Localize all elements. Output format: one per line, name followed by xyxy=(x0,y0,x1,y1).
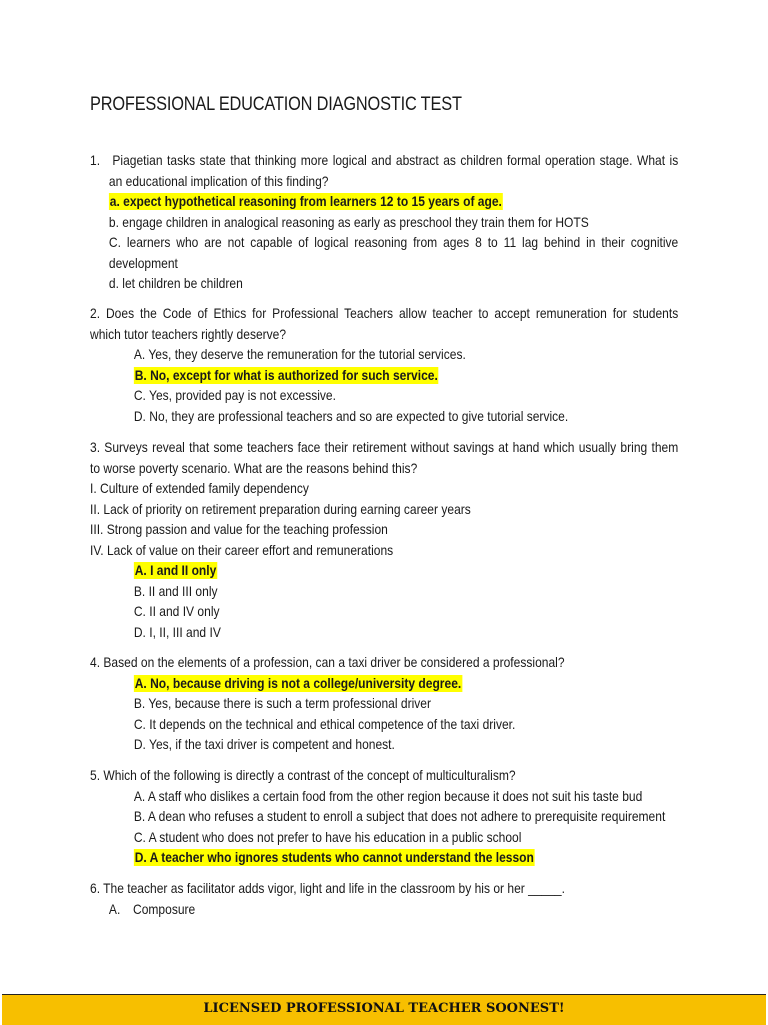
question-5-option-b: B. A dean who refuses a student to enroll a subject that does not adhere to prerequisite requirement xyxy=(133,808,666,824)
question-3 xyxy=(90,437,678,642)
question-6-option-a-letter: A. xyxy=(108,900,121,917)
question-1-stem-line-2: an educational implication of this finding? xyxy=(108,172,329,189)
question-1-stem-line-1: 1. Piagetian tasks state that thinking more logical and abstract as children formal operation stage. What is xyxy=(90,150,678,171)
correct-answer-highlight: B. No, except for what is authorized for such service. xyxy=(134,366,438,383)
question-1-number: 1. xyxy=(90,152,101,168)
question-1-option-c-line-2: development xyxy=(108,254,178,271)
question-3-stem-line-2: to worse poverty scenario. What are the reasons behind this? xyxy=(90,459,418,476)
question-2-option-a: A. Yes, they deserve the remuneration for the tutorial services. xyxy=(133,346,466,362)
correct-answer-highlight: D. A teacher who ignores students who cannot understand the lesson xyxy=(134,849,534,865)
question-4-option-a xyxy=(90,673,596,694)
question-2-option-d: D. No, they are professional teachers and so are expected to give tutorial service. xyxy=(133,407,569,424)
page-title: PROFESSIONAL EDUCATION DIAGNOSTIC TEST xyxy=(90,94,462,115)
question-2-option-b xyxy=(90,365,596,386)
question-6-stem: 6. The teacher as facilitator adds vigor, light and life in the classroom by his or her _____. xyxy=(90,880,565,896)
question-4-option-d: D. Yes, if the taxi driver is competent and honest. xyxy=(133,736,395,752)
question-3-option-b: B. II and III only xyxy=(133,582,218,599)
question-1 xyxy=(90,150,678,294)
footer-text: LICENSED PROFESSIONAL TEACHER SOONEST! xyxy=(203,1001,565,1016)
correct-answer-highlight: a. expect hypothetical reasoning from learners 12 to 15 years of age. xyxy=(109,193,502,209)
question-3-statement-ii: II. Lack of priority on retirement preparation during earning career years xyxy=(90,500,471,517)
question-4-option-c: C. It depends on the technical and ethical competence of the taxi driver. xyxy=(133,715,516,732)
question-3-statement-iv: IV. Lack of value on their career effort and remunerations xyxy=(90,541,394,558)
question-5-option-c: C. A student who does not prefer to have his education in a public school xyxy=(133,828,522,845)
question-3-statement-iii: III. Strong passion and value for the teaching profession xyxy=(90,521,388,537)
question-6 xyxy=(90,878,678,919)
question-6-option-a xyxy=(90,899,596,920)
question-1-option-a xyxy=(90,191,596,212)
question-5-option-d xyxy=(90,847,596,868)
question-2-option-c: C. Yes, provided pay is not excessive. xyxy=(133,387,336,403)
question-3-option-a xyxy=(90,560,596,581)
question-5-option-a: A. A staff who dislikes a certain food from the other region because it does not suit his taste bud xyxy=(133,787,643,804)
question-3-statement-i: I. Culture of extended family dependency xyxy=(90,480,309,496)
question-4 xyxy=(90,652,678,755)
question-4-option-b: B. Yes, because there is such a term professional driver xyxy=(133,695,432,711)
question-3-option-c: C. II and IV only xyxy=(133,603,220,619)
question-1-option-b: b. engage children in analogical reasoning as early as preschool they train them for HOTS xyxy=(108,213,589,230)
question-5 xyxy=(90,765,678,868)
question-5-stem: 5. Which of the following is directly a contrast of the concept of multiculturalism? xyxy=(90,767,516,783)
correct-answer-highlight: A. I and II only xyxy=(134,562,217,578)
correct-answer-highlight: A. No, because driving is not a college/university degree. xyxy=(134,674,462,691)
question-1-option-d: d. let children be children xyxy=(108,275,243,291)
question-6-option-a-text: Composure xyxy=(133,900,196,917)
question-4-stem: 4. Based on the elements of a profession, can a taxi driver be considered a professional? xyxy=(90,654,565,670)
footer-banner xyxy=(2,994,766,1025)
question-2 xyxy=(90,303,678,426)
question-2-stem-line-2: which tutor teachers rightly deserve? xyxy=(90,325,287,342)
question-2-stem-line-1: 2. Does the Code of Ethics for Professional Teachers allow teacher to accept remuneration for students xyxy=(90,305,679,321)
question-1-option-c-line-1: C. learners who are not capable of logical reasoning from ages 8 to 11 lag behind in their cognitive xyxy=(108,234,679,250)
question-3-option-d: D. I, II, III and IV xyxy=(133,623,221,640)
question-3-stem-line-1: 3. Surveys reveal that some teachers face their retirement without savings at hand which usually bring them xyxy=(90,439,679,455)
